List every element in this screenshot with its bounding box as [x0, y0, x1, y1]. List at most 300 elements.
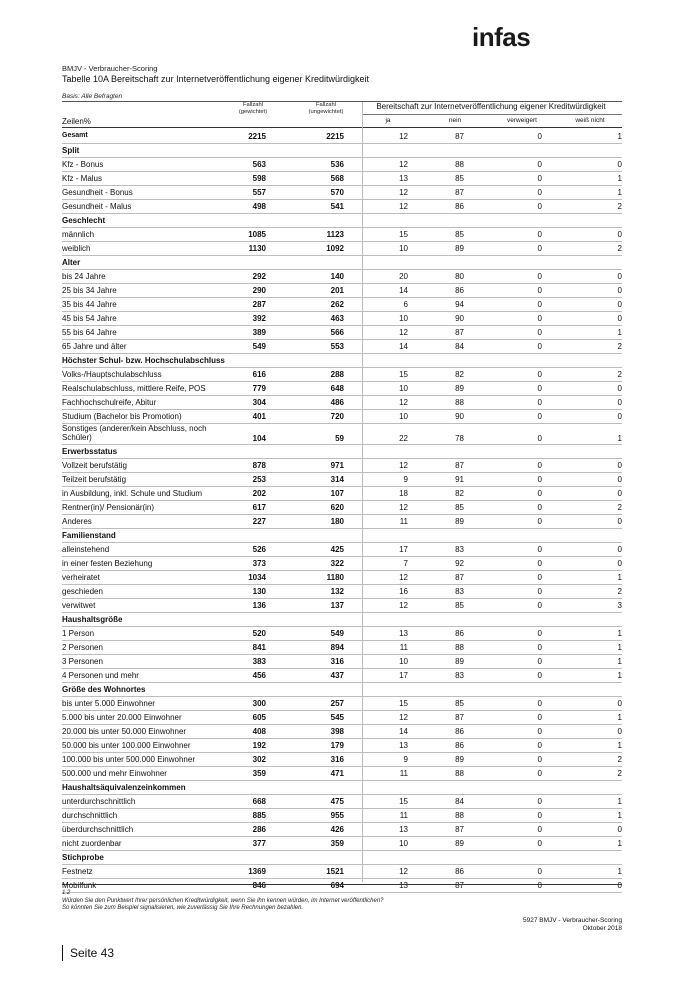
pct-verweigert: 0	[537, 300, 542, 309]
unweighted-count: 179	[330, 741, 344, 750]
pct-ja: 14	[399, 286, 408, 295]
row-label: 45 bis 54 Jahre	[62, 314, 117, 323]
footer-project-name: 5927 BMJV - Verbraucher-Scoring	[523, 917, 622, 924]
table-row	[62, 186, 622, 200]
pct-nein: 87	[455, 461, 464, 470]
row-label: bis unter 5.000 Einwohner	[62, 699, 155, 708]
pct-verweigert: 0	[537, 811, 542, 820]
weighted-count: 292	[252, 272, 266, 281]
row-label: 500.000 und mehr Einwohner	[62, 769, 167, 778]
pct-ja: 14	[399, 727, 408, 736]
unweighted-count: 1092	[326, 244, 344, 253]
pct-verweigert: 0	[537, 461, 542, 470]
pct-weiss-nicht: 1	[617, 132, 622, 141]
weighted-count: 373	[252, 559, 266, 568]
table-row	[62, 585, 622, 599]
pct-ja: 13	[399, 741, 408, 750]
row-label: männlich	[62, 230, 95, 239]
table-row	[62, 837, 622, 851]
pct-ja: 12	[399, 328, 408, 337]
sub-head-nein: nein	[448, 117, 462, 124]
weighted-count: 389	[252, 328, 266, 337]
table-row	[62, 725, 622, 739]
pct-verweigert: 0	[537, 434, 542, 443]
unweighted-count: 201	[330, 286, 344, 295]
unweighted-count: 322	[330, 559, 344, 568]
weighted-count: 253	[252, 475, 266, 484]
pct-verweigert: 0	[537, 517, 542, 526]
sub-head-verweigert: verweigert	[507, 117, 537, 124]
row-label: 65 Jahre und älter	[62, 342, 127, 351]
pct-ja: 7	[403, 559, 408, 568]
group-header: Bereitschaft zur Internetveröffentlichung eigener Kreditwürdigkeit	[376, 102, 606, 111]
pct-ja: 10	[399, 314, 408, 323]
pct-weiss-nicht: 0	[617, 286, 622, 295]
pct-nein: 88	[455, 643, 464, 652]
pct-verweigert: 0	[537, 559, 542, 568]
pct-ja: 17	[399, 545, 408, 554]
pct-nein: 89	[455, 384, 464, 393]
pct-nein: 89	[455, 755, 464, 764]
unweighted-count: 570	[330, 188, 344, 197]
weighted-count: 616	[252, 370, 266, 379]
pct-weiss-nicht: 1	[617, 657, 622, 666]
pct-nein: 87	[455, 573, 464, 582]
unweighted-count: 1123	[326, 230, 344, 239]
table-row	[62, 795, 622, 809]
pct-weiss-nicht: 2	[617, 244, 622, 253]
pct-verweigert: 0	[537, 699, 542, 708]
table-row	[62, 823, 622, 837]
pct-verweigert: 0	[537, 398, 542, 407]
pct-verweigert: 0	[537, 370, 542, 379]
pct-nein: 89	[455, 839, 464, 848]
weighted-count: 846	[252, 881, 266, 890]
pct-nein: 83	[455, 587, 464, 596]
table-row	[62, 711, 622, 725]
pct-ja: 20	[399, 272, 408, 281]
pct-weiss-nicht: 1	[617, 741, 622, 750]
pct-nein: 84	[455, 342, 464, 351]
row-label: 4 Personen und mehr	[62, 671, 139, 680]
weighted-count: 302	[252, 755, 266, 764]
pct-weiss-nicht: 2	[617, 769, 622, 778]
table-row	[62, 396, 622, 410]
pct-weiss-nicht: 0	[617, 699, 622, 708]
footer-date: Oktober 2018	[582, 925, 622, 932]
table-row	[62, 200, 622, 214]
section-row	[62, 256, 622, 270]
row-label: Erwerbsstatus	[62, 447, 118, 456]
weighted-count: 1130	[248, 244, 266, 253]
unweighted-count: 536	[330, 160, 344, 169]
pct-weiss-nicht: 0	[617, 727, 622, 736]
pct-verweigert: 0	[537, 503, 542, 512]
pct-ja: 6	[403, 300, 408, 309]
pct-verweigert: 0	[537, 328, 542, 337]
pct-ja: 10	[399, 839, 408, 848]
row-label: 20.000 bis unter 50.000 Einwohner	[62, 727, 187, 736]
footnote-divider	[62, 884, 622, 885]
pct-weiss-nicht: 1	[617, 188, 622, 197]
pct-nein: 87	[455, 713, 464, 722]
pct-weiss-nicht: 1	[617, 573, 622, 582]
row-label: Größe des Wohnortes	[62, 685, 146, 694]
unweighted-count: 359	[330, 839, 344, 848]
weighted-count: 617	[252, 503, 266, 512]
row-label: geschieden	[62, 587, 103, 596]
unweighted-count: 566	[330, 328, 344, 337]
unweighted-count: 288	[330, 370, 344, 379]
pct-verweigert: 0	[537, 741, 542, 750]
row-label: Haushaltsgröße	[62, 615, 123, 624]
weighted-count: 598	[252, 174, 266, 183]
unweighted-count: 107	[330, 489, 344, 498]
unweighted-count: 894	[330, 643, 344, 652]
table-row	[62, 298, 622, 312]
row-label: Gesamt	[62, 132, 88, 139]
pct-nein: 83	[455, 671, 464, 680]
weighted-count: 104	[252, 434, 266, 443]
group-divider	[362, 114, 622, 115]
col-head-weighted	[228, 102, 278, 116]
unweighted-count: 475	[330, 797, 344, 806]
pct-nein: 89	[455, 517, 464, 526]
row-label: 100.000 bis unter 500.000 Einwohner	[62, 755, 195, 764]
pct-ja: 15	[399, 370, 408, 379]
pct-weiss-nicht: 1	[617, 629, 622, 638]
row-label: in einer festen Beziehung	[62, 559, 153, 568]
row-label: Stichprobe	[62, 853, 104, 862]
pct-verweigert: 0	[537, 601, 542, 610]
unweighted-count: 316	[330, 755, 344, 764]
pct-verweigert: 0	[537, 797, 542, 806]
pct-ja: 11	[399, 643, 408, 652]
col-head-unweighted-line1: Fallzahl	[316, 102, 336, 108]
unweighted-count: 1521	[326, 867, 344, 876]
pct-weiss-nicht: 0	[617, 461, 622, 470]
pct-nein: 88	[455, 398, 464, 407]
table-row	[62, 473, 622, 487]
table-row	[62, 641, 622, 655]
unweighted-count: 316	[330, 657, 344, 666]
row-label: weiblich	[62, 244, 91, 253]
pct-weiss-nicht: 0	[617, 825, 622, 834]
sub-head-ja: ja	[385, 117, 391, 124]
pct-verweigert: 0	[537, 657, 542, 666]
pct-ja: 18	[399, 489, 408, 498]
row-label: Split	[62, 146, 80, 155]
table-row	[62, 515, 622, 529]
row-label: Kfz - Bonus	[62, 160, 104, 169]
pct-weiss-nicht: 0	[617, 272, 622, 281]
pct-nein: 88	[455, 811, 464, 820]
weighted-count: 885	[252, 811, 266, 820]
pct-nein: 85	[455, 230, 464, 239]
pct-ja: 13	[399, 174, 408, 183]
table-row	[62, 571, 622, 585]
zeilen-label: Zeilen%	[62, 117, 91, 126]
weighted-count: 668	[252, 797, 266, 806]
pct-weiss-nicht: 0	[617, 881, 622, 890]
table-row	[62, 669, 622, 683]
row-label: in Ausbildung, inkl. Schule und Studium	[62, 489, 203, 498]
pct-nein: 86	[455, 202, 464, 211]
row-label: Rentner(in)/ Pensionär(in)	[62, 503, 155, 512]
pct-nein: 91	[455, 475, 464, 484]
pct-verweigert: 0	[537, 188, 542, 197]
weighted-count: 401	[252, 412, 266, 421]
pct-ja: 15	[399, 699, 408, 708]
row-label: 3 Personen	[62, 657, 103, 666]
table-row	[62, 172, 622, 186]
pct-verweigert: 0	[537, 286, 542, 295]
table-row	[62, 697, 622, 711]
pct-ja: 12	[399, 867, 408, 876]
total-row	[62, 130, 622, 144]
pct-verweigert: 0	[537, 314, 542, 323]
row-label: Volks-/Hauptschulabschluss	[62, 370, 162, 379]
unweighted-count: 549	[330, 629, 344, 638]
row-label: Gesundheit - Malus	[62, 202, 132, 211]
pct-verweigert: 0	[537, 769, 542, 778]
pct-verweigert: 0	[537, 825, 542, 834]
pct-weiss-nicht: 1	[617, 643, 622, 652]
row-label: 35 bis 44 Jahre	[62, 300, 117, 309]
pct-weiss-nicht: 2	[617, 503, 622, 512]
table-row	[62, 865, 622, 879]
pct-weiss-nicht: 0	[617, 230, 622, 239]
row-label: Gesundheit - Bonus	[62, 188, 133, 197]
weighted-count: 377	[252, 839, 266, 848]
table-row	[62, 557, 622, 571]
pct-verweigert: 0	[537, 573, 542, 582]
pct-verweigert: 0	[537, 881, 542, 890]
pct-ja: 10	[399, 412, 408, 421]
row-label: Geschlecht	[62, 216, 106, 225]
pct-weiss-nicht: 0	[617, 517, 622, 526]
table-row	[62, 340, 622, 354]
pct-ja: 9	[403, 475, 408, 484]
pct-ja: 10	[399, 657, 408, 666]
table-row	[62, 382, 622, 396]
pct-weiss-nicht: 1	[617, 713, 622, 722]
table-row	[62, 543, 622, 557]
pct-weiss-nicht: 3	[617, 601, 622, 610]
section-row	[62, 144, 622, 158]
weighted-count: 1085	[248, 230, 266, 239]
pct-ja: 12	[399, 601, 408, 610]
pct-ja: 12	[399, 398, 408, 407]
unweighted-count: 314	[330, 475, 344, 484]
weighted-count: 136	[252, 601, 266, 610]
pct-verweigert: 0	[537, 839, 542, 848]
pct-ja: 12	[399, 132, 408, 141]
pct-ja: 9	[403, 755, 408, 764]
row-label: 2 Personen	[62, 643, 103, 652]
table-row	[62, 501, 622, 515]
header-divider	[62, 127, 622, 128]
unweighted-count: 463	[330, 314, 344, 323]
weighted-count: 1369	[248, 867, 266, 876]
pct-ja: 12	[399, 713, 408, 722]
table-title: Tabelle 10A Bereitschaft zur Internetveröffentlichung eigener Kreditwürdigkeit	[62, 74, 370, 84]
row-label: 55 bis 64 Jahre	[62, 328, 117, 337]
pct-nein: 90	[455, 412, 464, 421]
unweighted-count: 137	[330, 601, 344, 610]
pct-ja: 13	[399, 881, 408, 890]
row-label: Alter	[62, 258, 81, 267]
pct-verweigert: 0	[537, 412, 542, 421]
weighted-count: 557	[252, 188, 266, 197]
weighted-count: 520	[252, 629, 266, 638]
row-label: Familienstand	[62, 531, 116, 540]
col-head-weighted-line2: (gewichtet)	[238, 109, 268, 115]
pct-ja: 11	[399, 811, 408, 820]
weighted-count: 304	[252, 398, 266, 407]
col-head-unweighted	[298, 102, 354, 116]
pct-weiss-nicht: 0	[617, 160, 622, 169]
unweighted-count: 425	[330, 545, 344, 554]
row-label: nicht zuordenbar	[62, 839, 122, 848]
table-row	[62, 410, 622, 424]
pct-verweigert: 0	[537, 755, 542, 764]
weighted-count: 779	[252, 384, 266, 393]
row-label: Sonstiges (anderer/kein Abschluss, noch Schüler)	[62, 424, 207, 442]
sub-head-weiss-nicht: weiß nicht	[575, 117, 605, 124]
row-label: durchschnittlich	[62, 811, 118, 820]
pct-weiss-nicht: 0	[617, 412, 622, 421]
weighted-count: 383	[252, 657, 266, 666]
pct-weiss-nicht: 0	[617, 559, 622, 568]
unweighted-count: 568	[330, 174, 344, 183]
unweighted-count: 471	[330, 769, 344, 778]
unweighted-count: 955	[330, 811, 344, 820]
weighted-count: 2215	[248, 132, 266, 141]
unweighted-count: 262	[330, 300, 344, 309]
pct-ja: 17	[399, 671, 408, 680]
study-name: BMJV - Verbraucher-Scoring	[62, 64, 158, 73]
unweighted-count: 398	[330, 727, 344, 736]
pct-ja: 12	[399, 202, 408, 211]
table-row	[62, 739, 622, 753]
section-row	[62, 851, 622, 865]
pct-verweigert: 0	[537, 727, 542, 736]
weighted-count: 286	[252, 825, 266, 834]
pct-weiss-nicht: 0	[617, 314, 622, 323]
pct-nein: 86	[455, 286, 464, 295]
pct-verweigert: 0	[537, 475, 542, 484]
pct-nein: 82	[455, 370, 464, 379]
table-row	[62, 459, 622, 473]
weighted-count: 227	[252, 517, 266, 526]
pct-nein: 80	[455, 272, 464, 281]
pct-weiss-nicht: 0	[617, 398, 622, 407]
row-label: Fachhochschulreife, Abitur	[62, 398, 157, 407]
unweighted-count: 545	[330, 713, 344, 722]
unweighted-count: 694	[330, 881, 344, 890]
section-row	[62, 529, 622, 543]
row-label: bis 24 Jahre	[62, 272, 106, 281]
weighted-count: 878	[252, 461, 266, 470]
weighted-count: 498	[252, 202, 266, 211]
pct-weiss-nicht: 1	[617, 839, 622, 848]
row-label: Höchster Schul- bzw. Hochschulabschluss	[62, 356, 225, 365]
footer-project	[523, 917, 622, 933]
page-number: Seite 43	[70, 946, 115, 960]
weighted-count: 287	[252, 300, 266, 309]
table-row	[62, 312, 622, 326]
table-row	[62, 228, 622, 242]
row-label: 50.000 bis unter 100.000 Einwohner	[62, 741, 191, 750]
table-row	[62, 270, 622, 284]
weighted-count: 549	[252, 342, 266, 351]
section-row	[62, 613, 622, 627]
pct-nein: 87	[455, 881, 464, 890]
pct-ja: 15	[399, 797, 408, 806]
weighted-count: 392	[252, 314, 266, 323]
pct-nein: 86	[455, 629, 464, 638]
section-row	[62, 214, 622, 228]
row-label: unterdurchschnittlich	[62, 797, 136, 806]
pct-nein: 83	[455, 545, 464, 554]
pct-ja: 10	[399, 384, 408, 393]
pct-nein: 85	[455, 503, 464, 512]
pct-ja: 12	[399, 160, 408, 169]
table-row	[62, 242, 622, 256]
row-label: 25 bis 34 Jahre	[62, 286, 117, 295]
weighted-count: 526	[252, 545, 266, 554]
pct-weiss-nicht: 0	[617, 489, 622, 498]
unweighted-count: 720	[330, 412, 344, 421]
weighted-count: 841	[252, 643, 266, 652]
table-row	[62, 767, 622, 781]
table-row	[62, 487, 622, 501]
footnote-line1: Würden Sie den Punktwert Ihrer persönlichen Kreditwürdigkeit, wenn Sie ihn kennen würden, im Internet veröffentlichen?	[62, 897, 384, 904]
footnote-line2: So könnten Sie zum Beispiel signalisieren, wie zuverlässig Sie Ihre Rechnungen bezahlen.	[62, 905, 304, 911]
pct-verweigert: 0	[537, 545, 542, 554]
pct-verweigert: 0	[537, 867, 542, 876]
pct-ja: 13	[399, 629, 408, 638]
weighted-count: 202	[252, 489, 266, 498]
unweighted-count: 486	[330, 398, 344, 407]
basis-label: Basis: Alle Befragten	[62, 93, 123, 100]
weighted-count: 290	[252, 286, 266, 295]
row-label: alleinstehend	[62, 545, 110, 554]
section-row	[62, 354, 622, 368]
pct-nein: 89	[455, 657, 464, 666]
row-label: Teilzeit berufstätig	[62, 475, 127, 484]
pct-nein: 86	[455, 867, 464, 876]
unweighted-count: 437	[330, 671, 344, 680]
pct-nein: 84	[455, 797, 464, 806]
pct-ja: 16	[399, 587, 408, 596]
weighted-count: 605	[252, 713, 266, 722]
table-row	[62, 627, 622, 641]
table-row	[62, 368, 622, 382]
pct-verweigert: 0	[537, 160, 542, 169]
unweighted-count: 541	[330, 202, 344, 211]
row-label: Festnetz	[62, 867, 93, 876]
pct-weiss-nicht: 1	[617, 811, 622, 820]
pct-weiss-nicht: 1	[617, 328, 622, 337]
row-label: verwitwet	[62, 601, 96, 610]
row-label: 5.000 bis unter 20.000 Einwohner	[62, 713, 182, 722]
pct-nein: 87	[455, 825, 464, 834]
weighted-count: 408	[252, 727, 266, 736]
footnote	[62, 890, 582, 913]
pct-verweigert: 0	[537, 174, 542, 183]
